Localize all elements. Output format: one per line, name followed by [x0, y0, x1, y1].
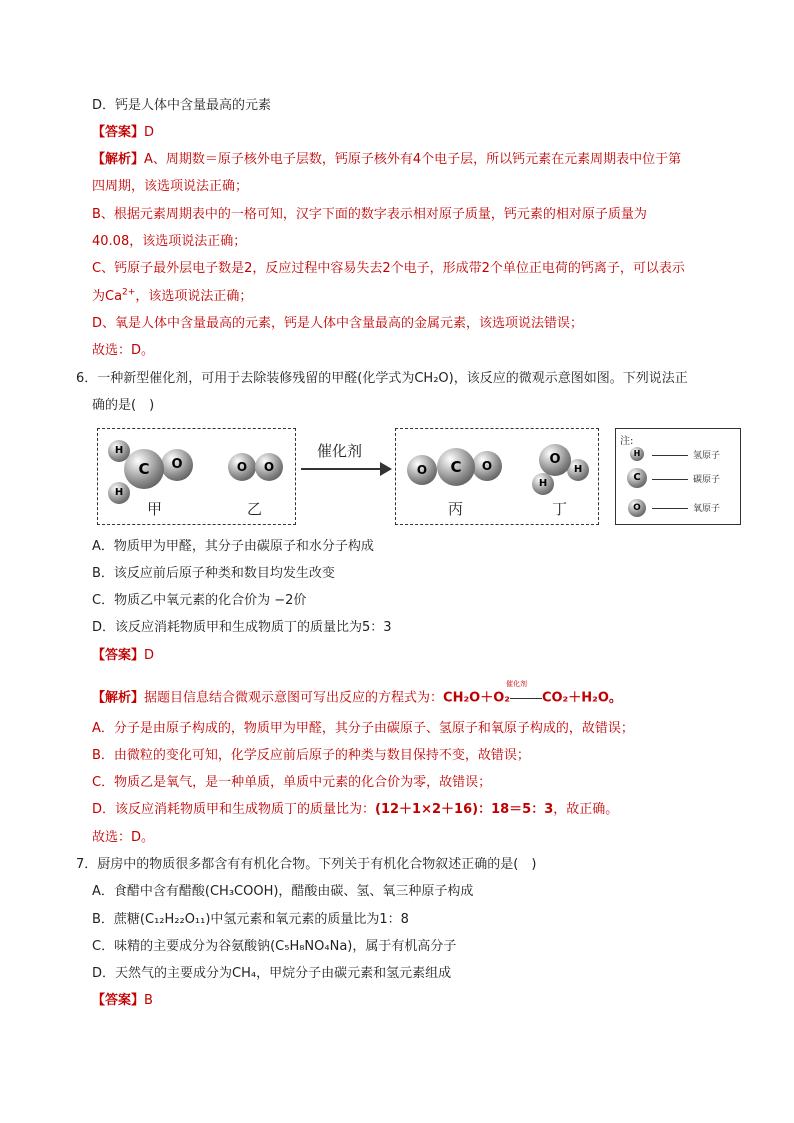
q5-option-d: D．钙是人体中含量最高的元素	[92, 98, 272, 113]
carbon-atom: C	[437, 448, 475, 486]
legend-line	[652, 479, 688, 480]
q5-conclusion: 故选：D。	[92, 343, 155, 358]
answer-value: D	[144, 125, 155, 140]
hydrogen-atom: H	[108, 482, 130, 504]
oxygen-atom: O	[539, 444, 571, 476]
legend-carbon-label: 碳原子	[693, 475, 721, 485]
equation-right: CO₂＋H₂O。	[541, 690, 622, 706]
q5-analysis-a2: 四周期，该选项说法正确；	[92, 179, 249, 194]
legend-carbon-icon: C	[627, 468, 647, 488]
q6-option-d: D．该反应消耗物质甲和生成物质丁的质量比为5：3	[92, 620, 392, 635]
equation-left: CH₂O＋O₂	[443, 690, 510, 706]
equation-line	[510, 698, 542, 699]
legend-title: 注:	[620, 436, 634, 447]
answer-tag: 【答案】	[92, 648, 145, 663]
analysis-text: A、周期数＝原子核外电子层数，钙原子核外有4个电子层，所以钙元素在元素周期表中位于第	[144, 152, 682, 167]
q6-analysis-b: B．由微粒的变化可知，化学反应前后原子的种类与数目保持不变，故错误；	[92, 748, 530, 763]
oxygen-atom: O	[228, 453, 256, 481]
equation-catalyst: 催化剂	[505, 680, 527, 688]
oxygen-atom: O	[407, 455, 437, 485]
q7-stem: 7．厨房中的物质很多都含有有机化合物。下列关于有机化合物叙述正确的是( )	[76, 857, 537, 872]
q5-analysis-b2: 40.08，该选项说法正确；	[92, 234, 247, 249]
hydrogen-atom: H	[532, 473, 554, 495]
analysis-c2-pre: 为Ca	[92, 289, 123, 304]
analysis-d-post: ，故正确。	[553, 802, 619, 817]
answer-value: D	[144, 648, 155, 663]
q6-option-b: B．该反应前后原子种类和数目均发生改变	[92, 566, 335, 581]
legend-line	[652, 508, 688, 509]
q6-analysis-a: A．分子是由原子构成的，物质甲为甲醛，其分子由碳原子、氢原子和氧原子构成的，故错误；	[92, 721, 634, 736]
q6-stem-1: 6．一种新型催化剂，可用于去除装修残留的甲醛(化学式为CH₂O)，该反应的微观示意图如图。下列说法正	[76, 371, 688, 386]
label-ding: 丁	[552, 500, 568, 518]
q6-answer	[92, 646, 154, 666]
answer-value: B	[144, 993, 153, 1008]
oxygen-atom: O	[472, 451, 502, 481]
q6-analysis-c: C．物质乙是氧气，是一种单质，单质中元素的化合价为零，故错误；	[92, 775, 492, 790]
arrow-head-icon	[380, 462, 392, 476]
carbon-atom: C	[124, 449, 164, 489]
q7-option-b: B．蔗糖(C₁₂H₂₂O₁₁)中氢元素和氧元素的质量比为1：8	[92, 912, 409, 927]
label-jia: 甲	[147, 500, 163, 518]
ion-charge: 2+	[122, 287, 136, 298]
hydrogen-atom: H	[108, 440, 130, 462]
analysis-text: 据题目信息结合微观示意图可写出反应的方程式为：	[144, 690, 444, 706]
legend-hydrogen-icon: H	[630, 447, 644, 461]
q5-analysis-b1: B、根据元素周期表中的一格可知，汉字下面的数字表示相对原子质量，钙元素的相对原子质量为	[92, 207, 647, 222]
reaction-diagram	[0, 0, 794, 540]
q7-option-d: D．天然气的主要成分为CH₄，甲烷分子由碳元素和氢元素组成	[92, 966, 452, 981]
hydrogen-atom: H	[567, 459, 589, 481]
legend-oxygen-icon: O	[628, 499, 646, 517]
equation-condition	[505, 680, 542, 708]
q6-conclusion: 故选：D。	[92, 830, 155, 845]
catalyst-label: 催化剂	[317, 442, 363, 460]
q6-stem-2: 确的是( )	[92, 398, 155, 413]
q6-option-a: A．物质甲为甲醛，其分子由碳原子和水分子构成	[92, 539, 374, 554]
analysis-d-calc: (12＋1×2＋16)：18＝5：3	[375, 802, 554, 817]
analysis-d-pre: D．该反应消耗物质甲和生成物质丁的质量比为：	[92, 802, 376, 817]
oxygen-atom: O	[161, 449, 193, 481]
legend-line	[652, 455, 688, 456]
answer-tag: 【答案】	[92, 993, 145, 1008]
q5-analysis-d: D、氧是人体中含量最高的元素，钙是人体中含量最高的金属元素，该选项说法错误；	[92, 316, 584, 331]
q7-answer	[92, 991, 153, 1011]
q6-analysis-intro	[92, 680, 622, 709]
oxygen-atom: O	[255, 453, 283, 481]
q6-option-c: C．物质乙中氧元素的化合价为 −2价	[92, 593, 307, 608]
analysis-c2-post: ，该选项说法正确；	[135, 289, 253, 304]
legend-oxygen-label: 氧原子	[693, 504, 721, 514]
reaction-arrow	[301, 468, 385, 470]
label-bing: 丙	[448, 500, 464, 518]
q6-analysis-d	[92, 800, 618, 820]
q7-option-c: C．味精的主要成分为谷氨酸钠(C₅H₈NO₄Na)，属于有机高分子	[92, 939, 457, 954]
q5-analysis-c1: C、钙原子最外层电子数是2，反应过程中容易失去2个电子，形成带2个单位正电荷的钙离子，可以表示	[92, 261, 685, 276]
analysis-tag: 【解析】	[92, 152, 145, 167]
label-yi: 乙	[247, 500, 263, 518]
analysis-tag: 【解析】	[92, 690, 145, 706]
answer-tag: 【答案】	[92, 125, 145, 140]
q7-option-a: A．食醋中含有醋酸(CH₃COOH)，醋酸由碳、氢、氧三种原子构成	[92, 884, 474, 899]
legend-hydrogen-label: 氢原子	[693, 451, 721, 461]
